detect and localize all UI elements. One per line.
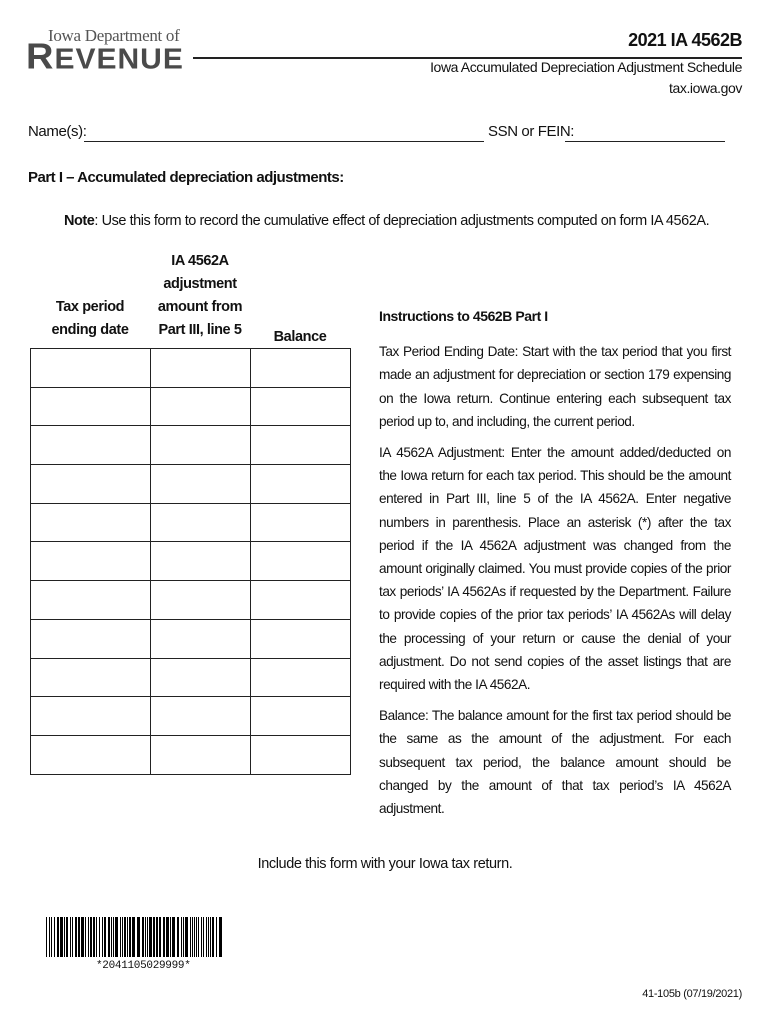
include-note: Include this form with your Iowa tax return. <box>257 856 513 872</box>
balance-cell <box>251 581 351 620</box>
adjustment-cell <box>151 619 251 658</box>
logo-revenue-wordmark <box>26 37 184 78</box>
barcode-bar <box>219 917 222 957</box>
tax-period-cell <box>31 387 151 426</box>
table-row <box>31 426 351 465</box>
barcode-bar <box>51 917 52 957</box>
barcode-bar <box>153 917 155 957</box>
adjustment-input[interactable] <box>151 349 250 387</box>
balance-input[interactable] <box>251 426 350 464</box>
note-text <box>64 213 709 229</box>
adjustment-cell <box>151 542 251 581</box>
tax-period-input[interactable] <box>31 736 150 774</box>
adjustment-input[interactable] <box>151 465 250 503</box>
barcode-bar <box>72 917 73 957</box>
barcode-bar <box>212 917 214 957</box>
balance-input[interactable] <box>251 736 350 774</box>
header-tax-period-line: Tax period <box>55 299 125 315</box>
tax-period-cell <box>31 349 151 388</box>
adjustment-input[interactable] <box>151 504 250 542</box>
barcode-bar <box>66 917 68 957</box>
adjustment-input[interactable] <box>151 620 250 658</box>
balance-cell <box>251 387 351 426</box>
balance-cell <box>251 658 351 697</box>
balance-input[interactable] <box>251 542 350 580</box>
balance-cell <box>251 542 351 581</box>
tax-period-input[interactable] <box>31 542 150 580</box>
table-row <box>31 619 351 658</box>
barcode-bar <box>137 917 140 957</box>
barcode-bar <box>113 917 114 957</box>
balance-cell <box>251 697 351 736</box>
table-row <box>31 387 351 426</box>
tax-period-input[interactable] <box>31 620 150 658</box>
header-adjustment-line: IA 4562A <box>171 253 229 269</box>
barcode-bar <box>172 917 175 957</box>
balance-cell <box>251 619 351 658</box>
adjustment-cell <box>151 465 251 504</box>
balance-cell <box>251 426 351 465</box>
adjustment-cell <box>151 349 251 388</box>
adjustment-input[interactable] <box>151 697 250 735</box>
barcode-bar <box>194 917 195 957</box>
adjustment-cell <box>151 697 251 736</box>
website-link[interactable]: tax.iowa.gov <box>668 80 742 96</box>
barcode-bar <box>108 917 110 957</box>
barcode-bar <box>111 917 112 957</box>
adjustment-input[interactable] <box>151 542 250 580</box>
tax-period-input[interactable] <box>31 504 150 542</box>
barcode-bar <box>183 917 184 957</box>
barcode-bar <box>96 917 97 957</box>
adjustment-cell <box>151 658 251 697</box>
balance-cell <box>251 465 351 504</box>
barcode-bar <box>185 917 188 957</box>
barcode-bar <box>88 917 89 957</box>
barcode-bar <box>216 917 217 957</box>
tax-period-cell <box>31 503 151 542</box>
adjustment-input[interactable] <box>151 581 250 619</box>
barcode-bar <box>90 917 92 957</box>
table-row <box>31 503 351 542</box>
barcode-bar <box>170 917 171 957</box>
instructions-tax-period: Tax Period Ending Date: Start with the tax period that you first made an adjustment for depreciation or section 179 expensing on the Iowa return. Continue entering each subsequent tax period up to, and including, the current period. <box>379 344 731 429</box>
ssn-label: SSN or FEIN: <box>488 123 575 140</box>
tax-period-cell <box>31 581 151 620</box>
barcode-bar <box>104 917 106 957</box>
barcode-bar <box>54 917 55 957</box>
barcode-bar <box>159 917 161 957</box>
barcode-bar <box>115 917 118 957</box>
barcode-bar <box>124 917 126 957</box>
form-revision: 41-105b (07/19/2021) <box>642 988 742 1000</box>
adjustment-cell <box>151 426 251 465</box>
adjustment-cell <box>151 581 251 620</box>
tax-period-input[interactable] <box>31 581 150 619</box>
tax-period-input[interactable] <box>31 349 150 387</box>
barcode-bar <box>122 917 123 957</box>
barcode-bar <box>60 917 63 957</box>
tax-period-cell <box>31 465 151 504</box>
header-balance <box>250 326 350 349</box>
header-adjustment <box>150 250 250 342</box>
table-row <box>31 735 351 774</box>
form-id: 2021 IA 4562B <box>628 30 742 50</box>
adjustment-input[interactable] <box>151 426 250 464</box>
barcode-bar <box>49 917 50 957</box>
form-title: Iowa Accumulated Depreciation Adjustment Schedule <box>430 59 742 75</box>
barcode-bar <box>198 917 199 957</box>
balance-input[interactable] <box>251 504 350 542</box>
header-tax-period-line: ending date <box>51 322 129 338</box>
tax-period-input[interactable] <box>31 388 150 426</box>
barcode-bar <box>149 917 152 957</box>
barcode-bar <box>208 917 209 957</box>
table-row <box>31 658 351 697</box>
balance-input[interactable] <box>251 620 350 658</box>
names-field[interactable] <box>84 141 484 142</box>
barcode-bar <box>203 917 204 957</box>
tax-period-cell <box>31 697 151 736</box>
balance-input[interactable] <box>251 388 350 426</box>
adjustment-input[interactable] <box>151 736 250 774</box>
barcode-bar <box>142 917 144 957</box>
barcode-bar <box>210 917 211 957</box>
barcode-bar <box>75 917 77 957</box>
barcode-bar <box>163 917 165 957</box>
logo-rest: EVENUE <box>54 43 184 76</box>
header-adjustment-line: adjustment <box>163 276 237 292</box>
barcode-bar <box>181 917 182 957</box>
tax-period-input[interactable] <box>31 426 150 464</box>
tax-period-input[interactable] <box>31 659 150 697</box>
tax-period-cell <box>31 658 151 697</box>
barcode-bar <box>201 917 202 957</box>
ssn-field[interactable] <box>565 141 725 142</box>
logo-department-text: Iowa Department of <box>48 26 180 45</box>
barcode-bar <box>145 917 146 957</box>
tax-period-cell <box>31 542 151 581</box>
balance-cell <box>251 503 351 542</box>
barcode-bar <box>78 917 80 957</box>
barcode-bar <box>147 917 148 957</box>
balance-input[interactable] <box>251 659 350 697</box>
adjustment-input[interactable] <box>151 659 250 697</box>
tax-period-cell <box>31 619 151 658</box>
barcode-bar <box>206 917 207 957</box>
barcode-bar <box>46 917 47 957</box>
adjustment-cell <box>151 387 251 426</box>
table-row <box>31 465 351 504</box>
instructions-balance: Balance: The balance amount for the first tax period should be the same as the amount of the adjustment. For each subsequent tax period, the balance amount should be changed by the amount of that tax period’s IA 4562A adjustment. <box>379 708 731 817</box>
header-adjustment-line: Part III, line 5 <box>158 322 242 338</box>
tax-period-cell <box>31 735 151 774</box>
header-balance-line: Balance <box>273 329 327 345</box>
barcode-bar <box>156 917 158 957</box>
barcode-bar <box>177 917 179 957</box>
tax-period-input[interactable] <box>31 465 150 503</box>
barcode-bar <box>120 917 121 957</box>
barcode-bar <box>196 917 197 957</box>
balance-input[interactable] <box>251 349 350 387</box>
barcode-bar <box>93 917 95 957</box>
instructions-panel <box>379 305 731 828</box>
barcode-bar <box>166 917 169 957</box>
header-tax-period <box>30 296 150 342</box>
balance-cell <box>251 735 351 774</box>
table-row <box>31 697 351 736</box>
balance-cell <box>251 349 351 388</box>
balance-input[interactable] <box>251 697 350 735</box>
tax-period-input[interactable] <box>31 697 150 735</box>
header-adjustment-line: amount from <box>157 299 243 315</box>
barcode-bar <box>99 917 100 957</box>
adjustment-cell <box>151 735 251 774</box>
balance-input[interactable] <box>251 465 350 503</box>
barcode-bar <box>132 917 135 957</box>
part1-title: Part I – Accumulated depreciation adjustments: <box>28 169 344 186</box>
table-row <box>31 349 351 388</box>
barcode-bar <box>190 917 191 957</box>
instructions-adjustment: IA 4562A Adjustment: Enter the amount added/deducted on the Iowa return for each tax period. This should be the amount entered in Part III, line 5 of the IA 4562A. Enter negative numbers in parenthesis. Place an asterisk (*) after the tax period if the IA 4562A adjustment was changed from the amount originally claimed. You must provide copies of the prior tax periods’ IA 4562As if requested by the Department. Failure to provide copies of the prior tax periods’ IA 4562As will delay the processing of your return or cause the denial of your adjustment. Do not send copies of the asset listings that are required with the IA 4562A. <box>379 445 731 693</box>
depreciation-table <box>30 348 351 775</box>
depreciation-table-body <box>31 349 351 775</box>
table-row <box>31 581 351 620</box>
barcode-bar <box>70 917 71 957</box>
barcode-bar <box>102 917 103 957</box>
barcode-number: *2041105029999* <box>96 960 191 972</box>
note-label: Note <box>64 213 95 229</box>
adjustment-cell <box>151 503 251 542</box>
instructions-title: Instructions to 4562B Part I <box>379 308 548 324</box>
barcode-bar <box>127 917 128 957</box>
note-body: : Use this form to record the cumulative effect of depreciation adjustments computed on form IA 4562A. <box>94 213 710 229</box>
balance-input[interactable] <box>251 581 350 619</box>
logo-initial: R <box>26 37 55 77</box>
table-row <box>31 542 351 581</box>
barcode-bar <box>81 917 84 957</box>
barcode-bar <box>64 917 65 957</box>
barcode-bar <box>129 917 131 957</box>
barcode-bar <box>57 917 59 957</box>
adjustment-input[interactable] <box>151 388 250 426</box>
barcode-image <box>46 917 222 957</box>
barcode-bar <box>192 917 193 957</box>
tax-period-cell <box>31 426 151 465</box>
barcode-bar <box>85 917 86 957</box>
names-label: Name(s): <box>28 123 87 140</box>
